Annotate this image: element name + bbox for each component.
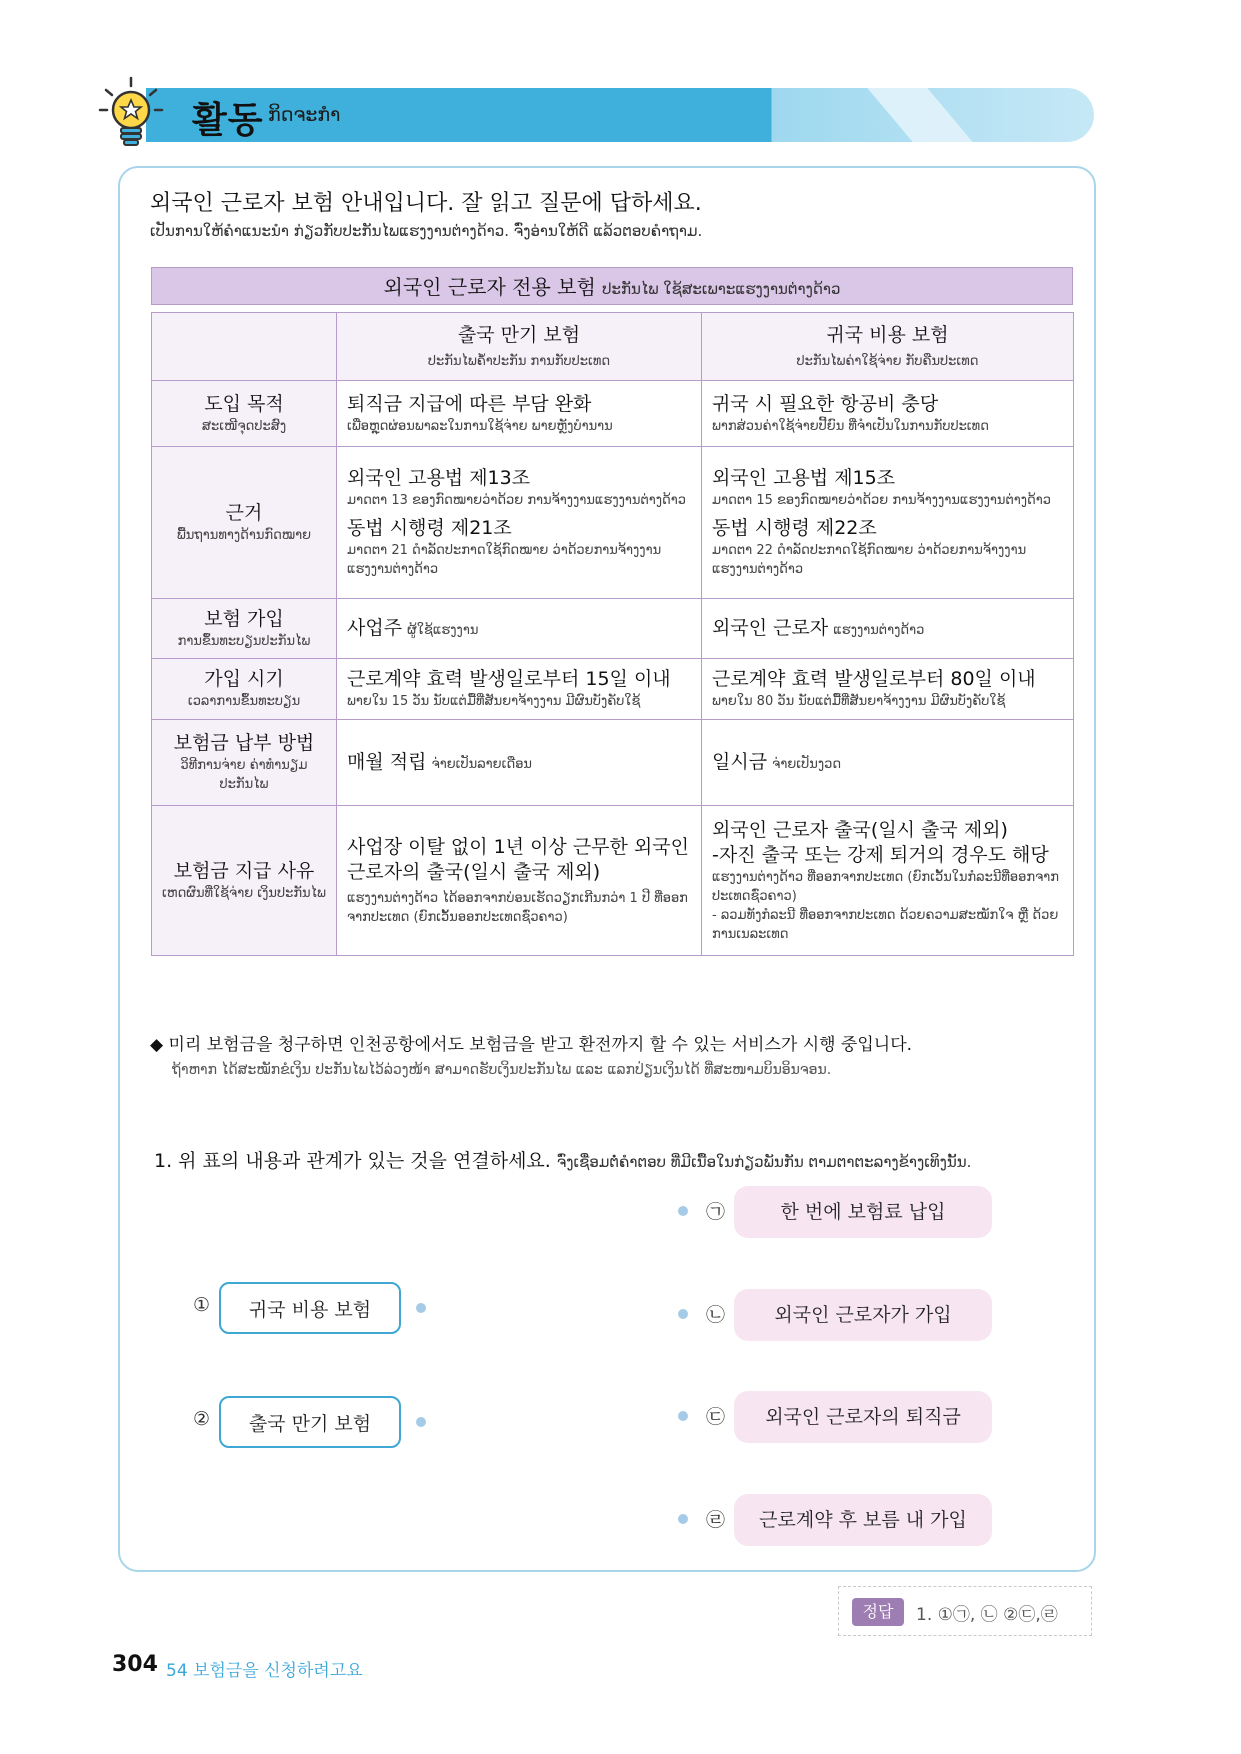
column-header-return-cost-insurance [702, 313, 1074, 381]
match-dot[interactable] [678, 1206, 688, 1216]
cell-text-ko: 근로계약 효력 발생일로부터 80일 이내 [712, 668, 1036, 690]
table-title-korean: 외국인 근로자 전용 보험 [383, 275, 596, 299]
match-right-item[interactable]: 외국인 근로자가 가입 [734, 1289, 992, 1341]
table-cell [702, 720, 1074, 806]
question-1 [154, 1146, 971, 1173]
cell-text-ko: 외국인 근로자 [712, 617, 829, 639]
row-label-lo: ພື້ນຖານທາງດ້ານກົດໝາຍ [176, 527, 312, 543]
table-header-empty [152, 313, 337, 381]
cell-text-lo: ມາດຕາ 21 ດຳລັດປະກາດໃຊ້ກົດໝາຍ ວ່າດ້ວຍການຈ້າງງານແຮງງານຕ່າງດ້າວ [347, 543, 662, 577]
row-label-ko: 보험금 납부 방법 [173, 732, 315, 754]
answer-badge: 정답 [852, 1598, 904, 1626]
page-number: 304 [112, 1652, 158, 1677]
match-right-item[interactable]: 외국인 근로자의 퇴직금 [734, 1391, 992, 1443]
match-left-item[interactable]: 귀국 비용 보험 [219, 1282, 401, 1334]
table-cell [702, 447, 1074, 599]
right-item-number: ㉢ [706, 1406, 726, 1428]
left-item-number: ② [193, 1408, 211, 1430]
table-row-enrollment-period [152, 659, 1074, 720]
instruction-lao: ເປັນການໃຫ້ຄຳແນະນຳ ກ່ຽວກັບປະກັນໄພແຮງງານຕ່າງດ້າວ. ຈົ່ງອ່ານໃຫ້ດີ ແລ້ວຕອບຄຳຖາມ. [150, 222, 703, 240]
match-dot[interactable] [416, 1417, 426, 1427]
table-title-lao: ປະກັນໄພ ໃຊ້ສະເພາະແຮງງານຕ່າງດ້າວ [602, 280, 841, 298]
cell-text-lo: ຜູ້ໃຊ້ແຮງງານ [407, 623, 479, 638]
note-korean: ◆ 미리 보험금을 청구하면 인천공항에서도 보험금을 받고 환전까지 할 수 있는 서비스가 시행 중입니다. [150, 1035, 913, 1055]
match-dot[interactable] [678, 1309, 688, 1319]
row-label-ko: 도입 목적 [204, 392, 284, 415]
table-cell [337, 806, 702, 956]
right-item-number: ㉣ [706, 1509, 726, 1531]
table-cell [702, 659, 1074, 720]
row-label-ko: 보험 가입 [204, 607, 284, 630]
lightbulb-icon [98, 76, 164, 148]
section-title: 활동 [192, 100, 264, 141]
cell-text-ko: 일시금 [712, 751, 768, 773]
column-header-ko: 귀국 비용 보험 [826, 323, 949, 346]
cell-text-ko: 매월 적립 [347, 751, 427, 773]
row-label-lo: ວິທີການຈ່າຍ ຄ່າທຳນຽມປະກັນໄພ [180, 758, 308, 792]
table-row-legal-basis [152, 447, 1074, 599]
match-right-item[interactable]: 한 번에 보험료 납입 [734, 1186, 992, 1238]
section-subtitle: ກິດຈະກຳ [268, 104, 341, 126]
row-label-ko: 근거 [225, 501, 263, 524]
row-label-ko: 보험금 지급 사유 [173, 859, 315, 882]
cell-text-lo: ແຮງງານຕ່າງດ້າວ ໄດ້ອອກຈາກບ່ອນເຮັດວຽກເກີນກວ່າ 1 ປີ ທີ່ອອກຈາກປະເທດ (ຍົກເວັ້ນອອກປະເທດຊົ່ວຄາວ) [347, 890, 688, 925]
cell-text-lo: ພາກສ່ວນຄ່າໃຊ້ຈ່າຍປີ້ຍົນ ທີ່ຈຳເປັນໃນການກັບປະເທດ [712, 418, 989, 434]
cell-text-lo: - ລວມທັງກໍລະນີ ທີ່ອອກຈາກປະເທດ ດ້ວຍຄວາມສະໝັກໃຈ ຫຼື ດ້ວຍການເນລະເທດ [712, 907, 1059, 942]
table-row-enrollment [152, 599, 1074, 659]
row-label-lo: ເຫດຜົນທີ່ໃຊ້ຈ່າຍ ເງິນປະກັນໄພ [162, 885, 326, 901]
cell-text-lo: ມາດຕາ 13 ຂອງກົດໝາຍວ່າດ້ວຍ ການຈ້າງງານແຮງງານຕ່າງດ້າວ [347, 493, 686, 508]
match-left-item[interactable]: 출국 만기 보험 [219, 1396, 401, 1448]
cell-text-lo: ພາຍໃນ 80 ວັນ ນັບແຕ່ມື້ທີ່ສັນຍາຈ້າງງານ ມີຜົນບັງຄັບໃຊ້ [712, 694, 1006, 709]
right-item-number: ㉡ [706, 1304, 726, 1326]
table-cell [337, 447, 702, 599]
row-label-lo: ເວລາການຂຶ້ນທະບຽນ [187, 694, 301, 709]
cell-text-ko: 귀국 시 필요한 항공비 충당 [712, 392, 939, 415]
row-label-lo: ການຂຶ້ນທະບຽນປະກັນໄພ [177, 633, 311, 649]
cell-text-ko: 동법 시행령 제21조 [347, 517, 512, 539]
table-cell [702, 381, 1074, 447]
table-row-purpose [152, 381, 1074, 447]
table-cell [337, 659, 702, 720]
match-dot[interactable] [678, 1514, 688, 1524]
cell-text-lo: ມາດຕາ 22 ດຳລັດປະກາດໃຊ້ກົດໝາຍ ວ່າດ້ວຍການຈ້າງງານແຮງງານຕ່າງດ້າວ [712, 543, 1027, 577]
answer-text: 1. ①㉠, ㉡ ②㉢,㉣ [916, 1605, 1058, 1625]
cell-text-lo: ແຮງງານຕ່າງດ້າວ ທີ່ອອກຈາກປະເທດ (ຍົກເວັ້ນໃນກໍລະນີທີ່ອອກຈາກປະເທດຊົ່ວຄາວ) [712, 869, 1059, 904]
column-header-ko: 출국 만기 보험 [457, 323, 581, 346]
row-label-lo: ສະເໜີຈຸດປະສົງ [201, 418, 287, 434]
chapter-title: 54 보험금을 신청하려고요 [166, 1661, 363, 1681]
match-dot[interactable] [678, 1411, 688, 1421]
right-item-number: ㉠ [706, 1201, 726, 1223]
cell-text-ko: 근로계약 효력 발생일로부터 15일 이내 [347, 668, 671, 690]
cell-text-ko: 퇴직금 지급에 따른 부담 완화 [347, 392, 592, 415]
left-item-number: ① [193, 1294, 211, 1316]
table-row-payout-reason [152, 806, 1074, 956]
cell-text-ko: 외국인 근로자 출국(일시 출국 제외) [712, 818, 1008, 841]
note-lao: ຖ້າຫາກ ໄດ້ສະໝັກຂໍເງິນ ປະກັນໄພໄວ້ລ່ວງໜ້າ ສາມາດຮັບເງິນປະກັນໄພ ແລະ ແລກປ່ຽນເງິນໄດ້ ທີ່ສະໜາມບິນອິນຈອນ. [172, 1062, 832, 1078]
match-right-item[interactable]: 근로계약 후 보름 내 가입 [734, 1494, 992, 1546]
cell-text-lo: ມາດຕາ 15 ຂອງກົດໝາຍວ່າດ້ວຍ ການຈ້າງງານແຮງງານຕ່າງດ້າວ [712, 493, 1051, 508]
cell-text-ko: 외국인 고용법 제15조 [712, 467, 896, 489]
table-title [151, 267, 1073, 305]
cell-text-lo: ແຮງງານຕ່າງດ້າວ [833, 623, 925, 638]
table-header-row [152, 313, 1074, 381]
column-header-lo: ປະກັນໄພຄ່າໃຊ້ຈ່າຍ ກັບຄືນປະເທດ [796, 353, 979, 369]
cell-text-ko: 동법 시행령 제22조 [712, 517, 877, 539]
table-cell [337, 381, 702, 447]
row-label [152, 381, 337, 447]
table-cell [337, 599, 702, 659]
cell-text-lo: ຈ່າຍເປັນງວດ [772, 757, 842, 772]
cell-text-ko: 사업장 이탈 없이 1년 이상 근무한 외국인 근로자의 출국(일시 출국 제외) [347, 835, 689, 883]
question-1-korean: 1. 위 표의 내용과 관계가 있는 것을 연결하세요. [154, 1150, 551, 1172]
row-label-ko: 가입 시기 [204, 668, 284, 690]
table-cell [702, 806, 1074, 956]
row-label [152, 599, 337, 659]
instruction-korean: 외국인 근로자 보험 안내입니다. 잘 읽고 질문에 답하세요. [150, 191, 702, 216]
row-label [152, 447, 337, 599]
cell-text-lo: ເພື່ອຫຼຸດຜ່ອນພາລະໃນການໃຊ້ຈ່າຍ ພາຍຫຼັງບຳນານ [347, 418, 613, 434]
row-label [152, 659, 337, 720]
table-cell [702, 599, 1074, 659]
match-dot[interactable] [416, 1303, 426, 1313]
cell-text-ko: 외국인 고용법 제13조 [347, 467, 531, 489]
column-header-lo: ປະກັນໄພຄ້ຳປະກັນ ການກັບປະເທດ [427, 353, 611, 369]
question-1-lao: ຈົ່ງເຊື່ອມຕໍ່ຄຳຕອບ ທີ່ມີເນື້ອໃນກ່ຽວພັນກັນ ຕາມຕາຕະລາງຂ້າງເທິງນັ້ນ. [556, 1153, 972, 1171]
cell-text-lo: ຈ່າຍເປັນລາຍເດືອນ [431, 757, 532, 772]
cell-text-lo: ພາຍໃນ 15 ວັນ ນັບແຕ່ມື້ທີ່ສັນຍາຈ້າງງານ ມີຜົນບັງຄັບໃຊ້ [347, 694, 641, 709]
row-label [152, 720, 337, 806]
table-cell [337, 720, 702, 806]
cell-text-ko: 사업주 [347, 617, 403, 639]
insurance-table [151, 312, 1074, 956]
column-header-departure-insurance [337, 313, 702, 381]
row-label [152, 806, 337, 956]
cell-text-ko: -자진 출국 또는 강제 퇴거의 경우도 해당 [712, 843, 1049, 866]
table-row-payment-method [152, 720, 1074, 806]
